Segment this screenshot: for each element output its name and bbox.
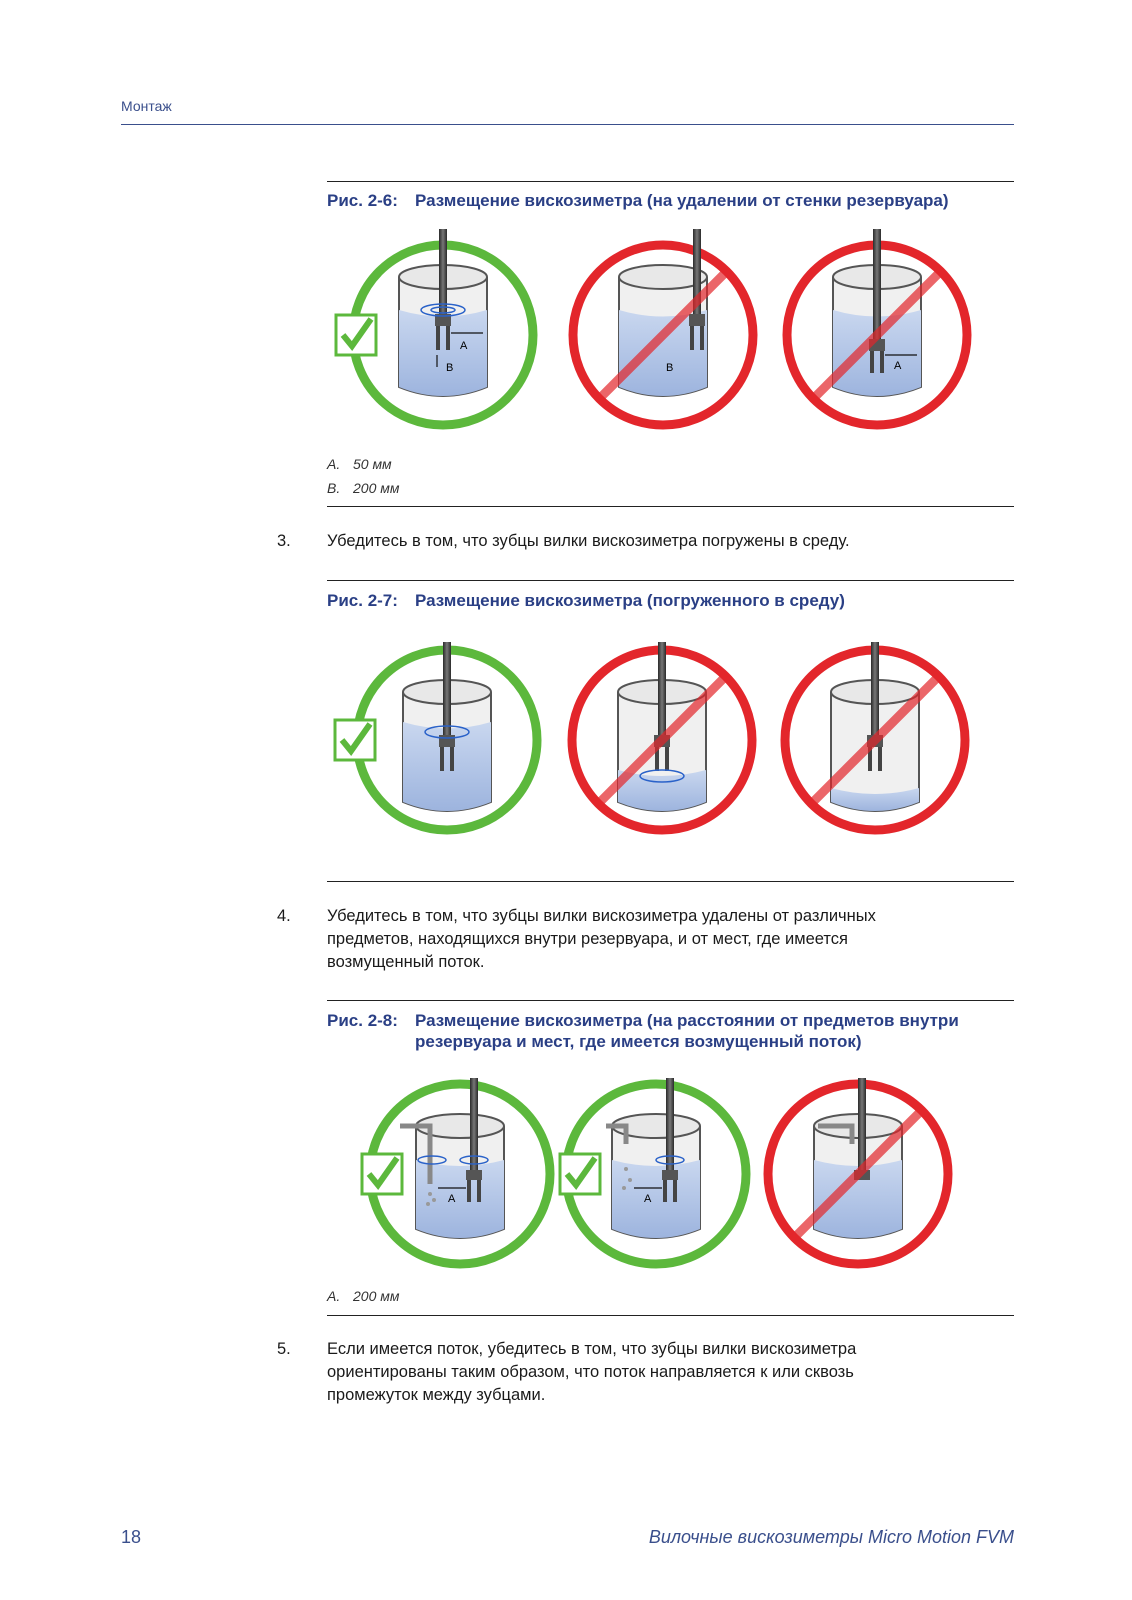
figure-title: Размещение вискозиметра (на удалении от стенки резервуара) — [415, 191, 949, 210]
figure-rule — [327, 881, 1014, 882]
legend-item: B. 200 мм — [327, 480, 400, 496]
figure-rule — [327, 181, 1014, 182]
incorrect-placement-panel — [768, 1078, 948, 1264]
correct-placement-panel — [560, 1078, 746, 1264]
incorrect-placement-panel — [572, 642, 752, 830]
figure-2-7-illustration — [320, 640, 1010, 850]
figure-caption-2-6 — [327, 190, 1017, 211]
footer-title: Вилочные вискозиметры Micro Motion FVM — [648, 1527, 1014, 1547]
svg-text:A: A — [644, 1193, 652, 1205]
header-rule — [121, 124, 1014, 125]
incorrect-placement-panel — [787, 229, 967, 425]
correct-placement-panel — [362, 1078, 550, 1264]
legend-item: A. 50 мм — [327, 456, 392, 472]
incorrect-placement-panel — [785, 642, 965, 830]
figure-rule — [327, 506, 1014, 507]
svg-text:A: A — [894, 360, 902, 372]
legend-item: A. 200 мм — [327, 1288, 400, 1304]
figure-caption-2-8: Рис. 2-8: Размещение вискозиметра (на расстоянии от предметов внутри резервуара и мест, где имеется возмущенный поток) — [327, 1011, 959, 1051]
figure-caption-2-7: Рис. 2-7: Размещение вискозиметра (погруженного в среду) — [327, 591, 845, 610]
correct-placement-panel — [335, 642, 537, 830]
svg-text:B: B — [446, 362, 454, 374]
svg-text:B: B — [666, 362, 674, 374]
figure-number: Рис. 2-6: — [327, 191, 398, 210]
section-header: Монтаж — [121, 98, 172, 114]
svg-text:A: A — [460, 340, 468, 352]
correct-placement-panel — [336, 229, 533, 425]
figure-rule — [327, 1315, 1014, 1316]
figure-rule — [327, 580, 1014, 581]
figure-rule — [327, 1000, 1014, 1001]
svg-text:A: A — [448, 1193, 456, 1205]
incorrect-placement-panel — [573, 229, 753, 425]
figure-2-6-illustration — [320, 228, 1010, 438]
figure-2-8-illustration — [320, 1076, 1010, 1276]
page-number: 18 — [121, 1527, 142, 1547]
